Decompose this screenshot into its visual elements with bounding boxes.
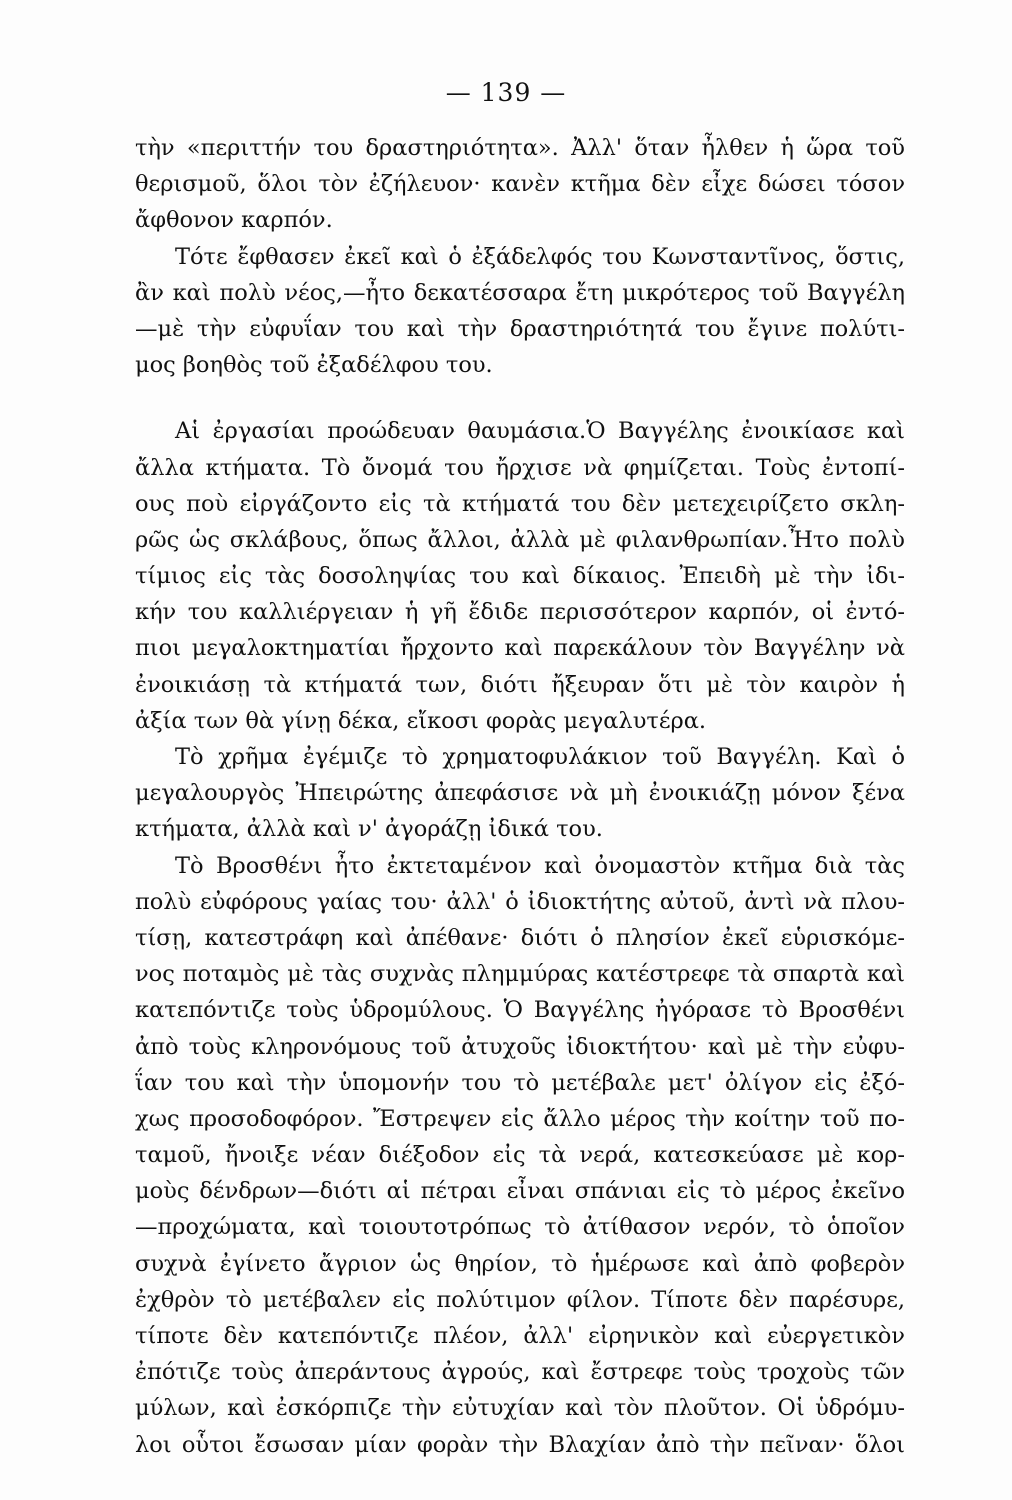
paragraph-2 [135,239,905,384]
text-line: ἀπὸ τοὺς κληρονόμους τοῦ ἀτυχοῦς ἰδιοκτήτου· καὶ μὲ τὴν εὐφυ- [135,1033,905,1060]
text-line: ταμοῦ, ἤνοιξε νέαν διέξοδον εἰς τὰ νερά, κατεσκεύασε μὲ κορ- [135,1142,905,1169]
text-line: ἀξία των θὰ γίνῃ δέκα, εἴκοσι φορὰς μεγαλυτέρα. [135,707,707,734]
text-line: Αἱ ἐργασίαι προώδευαν θαυμάσια.Ὁ Βαγγέλης ἐνοικίασε καὶ [175,418,905,445]
text-line: Τὸ Βροσθένι ἦτο ἐκτεταμένον καὶ ὀνομαστὸν κτῆμα διὰ τὰς [175,852,905,879]
text-line: —προχώματα, καὶ τοιουτοτρόπως τὸ ἀτίθασον νερόν, τὸ ὁποῖον [135,1214,905,1241]
text-line: μος βοηθὸς τοῦ ἐξαδέλφου του. [135,352,493,379]
text-line: λοι οὗτοι ἔσωσαν μίαν φορὰν τὴν Βλαχίαν ἀπὸ τὴν πεῖναν· ὅλοι [135,1431,905,1458]
text-line: πιοι μεγαλοκτηματίαι ἤρχοντο καὶ παρεκάλουν τὸν Βαγγέλην νὰ [135,635,905,662]
text-line: κήν του καλλιέργειαν ἡ γῆ ἔδιδε περισσότερον καρπόν, οἱ ἐντό- [135,599,905,626]
text-line: —μὲ τὴν εὐφυΐαν του καὶ τὴν δραστηριότητά του ἔγινε πολύτι- [135,315,905,342]
page-number: — 139 — [445,78,567,107]
text-line: τίμιος εἰς τὰς δοσοληψίας του καὶ δίκαιος. Ἐπειδὴ μὲ τὴν ἰδι- [135,563,905,590]
text-line: πολὺ εὐφόρους γαίας του· ἀλλ' ὁ ἰδιοκτήτης αὐτοῦ, ἀντὶ νὰ πλου- [135,888,905,915]
text-line: μεγαλουργὸς Ἠπειρώτης ἀπεφάσισε νὰ μὴ ἐνοικιάζῃ μόνον ξένα [135,780,905,807]
text-line: χως προσοδοφόρον. Ἔστρεψεν εἰς ἄλλο μέρος τὴν κοίτην τοῦ πο- [135,1105,905,1132]
text-line: τίσῃ, κατεστράφη καὶ ἀπέθανε· διότι ὁ πλησίον ἐκεῖ εὑρισκόμε- [135,924,905,951]
text-line: κατεπόντιζε τοὺς ὑδρομύλους. Ὁ Βαγγέλης ἠγόρασε τὸ Βροσθένι [135,997,905,1024]
text-line: ἐχθρὸν τὸ μετέβαλεν εἰς πολύτιμον φίλον. Τίποτε δὲν παρέσυρε, [135,1286,905,1313]
text-line: θερισμοῦ, ὅλοι τὸν ἐζήλευον· κανὲν κτῆμα δὲν εἶχε δώσει τόσον [135,171,905,198]
paragraph-3 [135,413,905,739]
text-line: μοὺς δένδρων—διότι αἱ πέτραι εἶναι σπάνιαι εἰς τὸ μέρος ἐκεῖνο [135,1178,905,1205]
text-line: μύλων, καὶ ἐσκόρπιζε τὴν εὐτυχίαν καὶ τὸν πλοῦτον. Οἱ ὑδρόμυ- [135,1395,905,1422]
text-line: τὴν «περιττήν του δραστηριότητα». Ἀλλ' ὅταν ἦλθεν ἡ ὥρα τοῦ [135,135,905,161]
text-line: ἄφθονον καρπόν. [135,207,333,234]
text-line: τίποτε δὲν κατεπόντιζε πλέον, ἀλλ' εἰρηνικὸν καὶ εὐεργετικὸν [135,1323,905,1349]
text-line: Τὸ χρῆμα ἐγέμιζε τὸ χρηματοφυλάκιον τοῦ Βαγγέλη. Καὶ ὁ [175,744,905,770]
text-line: Τότε ἔφθασεν ἐκεῖ καὶ ὁ ἐξάδελφός του Κωνσταντῖνος, ὅστις, [175,243,905,270]
text-line: ἐνοικιάσῃ τὰ κτήματά των, διότι ἤξευραν ὅτι μὲ τὸν καιρὸν ἡ [135,671,905,698]
text-line: ΐαν του καὶ τὴν ὑπομονήν του τὸ μετέβαλε μετ' ὀλίγον εἰς ἐξό- [135,1069,905,1096]
paragraph-4 [135,739,905,848]
text-line: κτήματα, ἀλλὰ καὶ ν' ἀγοράζῃ ἰδικά του. [135,816,603,843]
text-line: συχνὰ ἐγίνετο ἄγριον ὡς θηρίον, τὸ ἡμέρωσε καὶ ἀπὸ φοβερὸν [135,1250,905,1277]
text-line: νος ποταμὸς μὲ τὰς συχνὰς πλημμύρας κατέστρεφε τὰ σπαρτὰ καὶ [135,961,905,988]
paragraph-5 [135,848,905,1463]
text-line: ρῶς ὡς σκλάβους, ὅπως ἄλλοι, ἀλλὰ μὲ φιλανθρωπίαν.Ἦτο πολὺ [135,526,905,553]
body-text [135,130,905,1463]
text-line: ἂν καὶ πολὺ νέος,—ἦτο δεκατέσσαρα ἔτη μικρότερος τοῦ Βαγγέλη [135,279,905,306]
text-line: ους ποὺ εἰργάζοντο εἰς τὰ κτήματά του δὲν μετεχειρίζετο σκλη- [135,490,905,517]
text-line: ἐπότιζε τοὺς ἀπεράντους ἀγρούς, καὶ ἔστρεφε τοὺς τροχοὺς τῶν [135,1359,905,1386]
paragraph-1 [135,130,905,239]
text-line: ἄλλα κτήματα. Τὸ ὄνομά του ἤρχισε νὰ φημίζεται. Τοὺς ἐντοπί- [135,454,905,481]
paragraph-spacer [135,383,905,413]
